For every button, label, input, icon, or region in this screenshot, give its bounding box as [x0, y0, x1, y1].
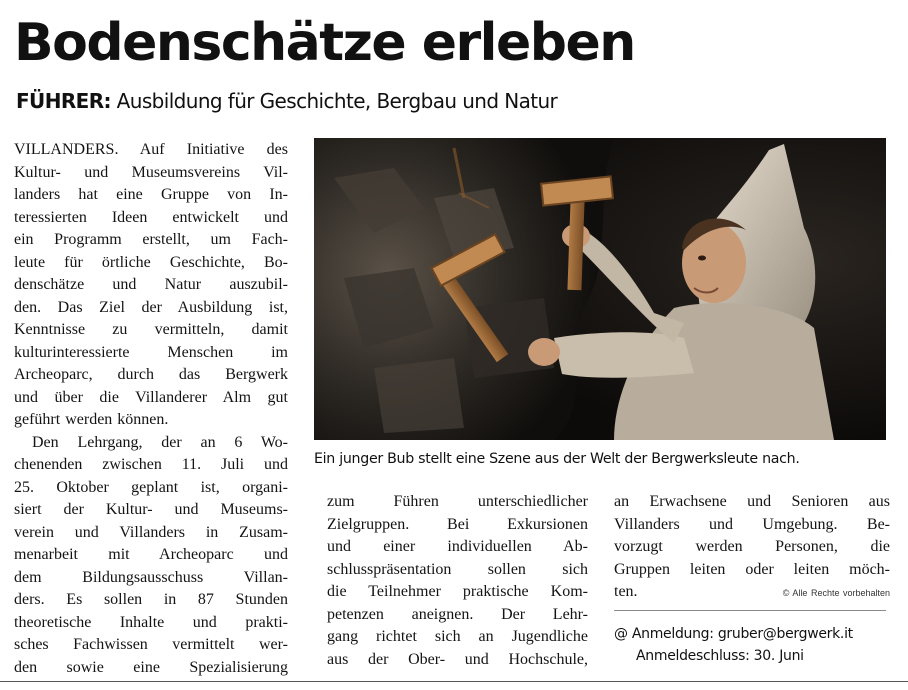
text-line: und einer individuellen Ab- [327, 538, 588, 555]
text-line: leute für örtliche Geschichte, Bo- [14, 253, 288, 271]
text-line: schlusspräsentation sollen sich [327, 560, 588, 578]
text-line: vorzugt werden Personen, die [614, 538, 890, 555]
text-line: an Erwachsene und Senioren aus [614, 493, 890, 510]
subheadline [16, 86, 557, 116]
contact-divider [614, 610, 886, 611]
article-column-1 [14, 139, 288, 679]
text-line: dem Bildungsausschuss Villan- [14, 568, 288, 586]
last-line-with-rights [614, 581, 890, 605]
text-line: kulturinteressierte Menschen im [14, 343, 288, 361]
text-line: zum Führen unterschiedlicher [327, 493, 588, 510]
text-line: ten. [614, 583, 638, 600]
text-line: Den Lehrgang, der an 6 Wo- [32, 433, 288, 451]
text-line: petenzen aneignen. Der Lehr- [327, 605, 588, 623]
bottom-rule [0, 681, 908, 682]
text-line: den. Das Ziel der Ausbildung ist, [14, 298, 288, 316]
text-line: verein und Villanders in Zusam- [14, 523, 288, 541]
text-line: chenenden zwischen 11. Juli und [14, 456, 288, 473]
copyright-notice: © Alle Rechte vorbehalten [782, 588, 890, 598]
subhead-kicker: FÜHRER: [16, 89, 111, 113]
boy-miner-illustration [314, 138, 886, 440]
text-line: landers hat eine Gruppe von In- [14, 186, 288, 203]
text-line: aus der Ober- und Hochschule, [327, 650, 588, 668]
text-line: den sowie eine Spezialisierung [14, 658, 288, 676]
text-line: menarbeit mit Archeoparc und [14, 546, 288, 563]
text-line: gang richtet sich an Jugendliche [327, 628, 588, 645]
text-line: Zielgruppen. Bei Exkursionen [327, 515, 588, 533]
text-line: 25. Oktober geplant ist, organi- [14, 478, 288, 496]
text-line: und über die Villanderer Alm gut [14, 388, 288, 406]
text-line: Gruppen leiten oder leiten möch- [614, 560, 890, 578]
text-line: siert der Kultur- und Museums- [14, 501, 288, 518]
text-line: ders. Es sollen in 87 Stunden [14, 591, 288, 608]
text-line: sches Fachwissen vermittelt wer- [14, 636, 288, 653]
text-line: theoretische Inhalte und prakti- [14, 613, 288, 631]
text-line: die Teilnehmer praktische Kom- [327, 583, 588, 600]
article-column-2 [327, 491, 588, 671]
text-line: VILLANDERS. Auf Initiative des [14, 141, 288, 158]
article-photo [314, 138, 886, 440]
text-line: geführt werden können. [14, 411, 169, 428]
text-line: Kultur- und Museumsvereins Vil- [14, 163, 288, 181]
text-line: Archeoparc, durch das Bergwerk [14, 366, 288, 383]
subhead-text: Ausbildung für Geschichte, Bergbau und Natur [116, 89, 558, 113]
text-line: denschätze und Natur auszubil- [14, 276, 288, 293]
text-line: Kenntnisse zu vermitteln, damit [14, 321, 288, 338]
headline: Bodenschätze erleben [14, 13, 635, 73]
registration-deadline: Anmeldeschluss: 30. Juni [636, 648, 804, 664]
registration-email: @ Anmeldung: gruber@bergwerk.it [614, 626, 853, 642]
text-line: ein Programm erstellt, um Fach- [14, 231, 288, 248]
text-line: Villanders und Umgebung. Be- [614, 515, 890, 533]
photo-caption: Ein junger Bub stellt eine Szene aus der Welt der Bergwerksleute nach. [314, 451, 800, 467]
text-line: teressierten Ideen entwickelt und [14, 208, 288, 226]
article-column-3 [614, 491, 890, 605]
